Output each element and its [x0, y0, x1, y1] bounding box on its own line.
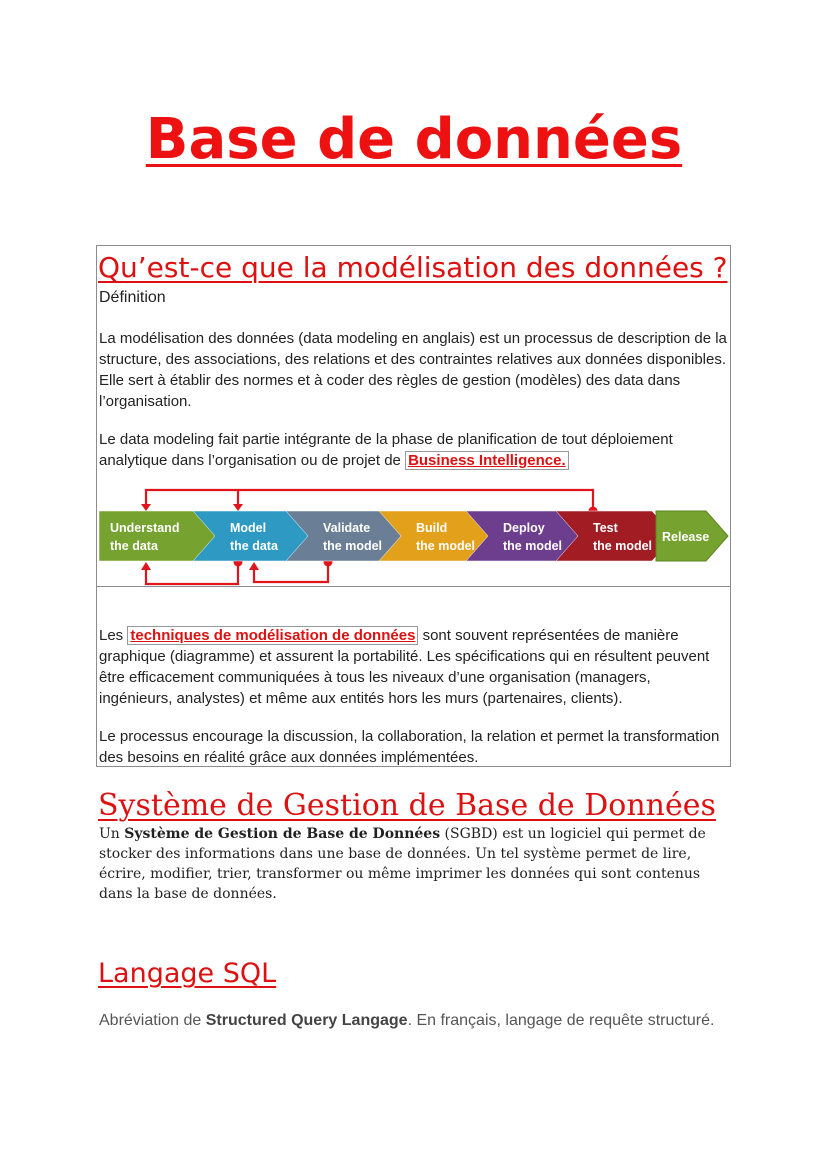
techniques-text-before: Les	[99, 627, 128, 644]
diagram-step-6-label-1: Test	[593, 521, 618, 535]
definition-subheading: Définition	[99, 289, 166, 306]
sgbd-term: Système de Gestion de Base de Données	[124, 826, 441, 842]
diagram-step-5-label-1: Deploy	[503, 521, 545, 535]
techniques-text-after: sont souvent représentées de manière graphique (diagramme) et assurent la portabilité. Les spécifications qui en résultent peuvent être efficacement communiquées à tous les niveaux d’une organisation (managers, ingénieurs, analystes) et même aux entités hors les murs (partenaires, clients).	[99, 627, 710, 707]
diagram-step-6-label-2: the model	[593, 539, 653, 553]
sgbd-intro: Un	[99, 826, 125, 842]
diagram-step-2-label-1: Model	[230, 521, 267, 535]
modeling-techniques-paragraph	[99, 625, 727, 709]
page-title: Base de données	[145, 107, 683, 172]
sgbd-heading: Système de Gestion de Base de Données	[98, 788, 716, 823]
diagram-step-1	[99, 511, 216, 561]
modeling-techniques-link[interactable]: techniques de modélisation de données	[127, 626, 418, 645]
data-modeling-process-diagram	[96, 478, 734, 590]
business-intelligence-link[interactable]: Business Intelligence.	[405, 451, 569, 470]
sql-intro: Abréviation de	[99, 1012, 206, 1029]
diagram-step-7-label: Release	[662, 530, 710, 544]
sql-rest: . En français, langage de requête structuré.	[407, 1012, 715, 1029]
diagram-step-1-label-2: the data	[110, 539, 158, 553]
sql-paragraph	[99, 1010, 731, 1032]
sgbd-paragraph	[99, 824, 731, 904]
diagram-step-2-label-2: the data	[230, 539, 278, 553]
feedback-arrow-validate-to-model	[254, 562, 328, 582]
arrowhead-model-bottom	[249, 562, 259, 570]
bi-paragraph-text: Le data modeling fait partie intégrante de la phase de planification de tout déploiement analytique dans l’organisation ou de projet de	[99, 431, 673, 469]
sgbd-rest: (SGBD) est un logiciel qui permet de stocker des informations dans une base de données. Un tel système permet de lire, écrire, modifier, trier, transformer ou même imprimer les données qui sont contenus dans la base de données.	[99, 826, 706, 902]
modeling-definition-paragraph: La modélisation des données (data modeling en anglais) est un processus de description de la structure, des associations, des relations et des contraintes relatives aux données disponibles. Elle sert à établir des normes et à coder des règles de gestion (modèles) des data dans l’organisation.	[99, 330, 727, 410]
sql-term: Structured Query Langage	[205, 1012, 408, 1029]
diagram-steps	[99, 511, 728, 561]
diagram-step-5-label-2: the model	[503, 539, 563, 553]
arrowhead-understand-top	[141, 504, 151, 511]
feedback-arrow-test-to-understand	[146, 490, 593, 511]
feedback-arrow-model-to-understand	[146, 562, 238, 584]
diagram-step-3-label-2: the model	[323, 539, 383, 553]
modeling-bi-paragraph	[99, 429, 727, 471]
diagram-divider	[97, 586, 730, 587]
diagram-step-4-label-1: Build	[416, 521, 448, 535]
arrowhead-understand-bottom	[141, 562, 151, 570]
modeling-process-paragraph: Le processus encourage la discussion, la collaboration, la relation et permet la transformation des besoins en réalité grâce aux données implémentées.	[99, 728, 720, 766]
sql-heading: Langage SQL	[98, 958, 277, 989]
arrowhead-model-top	[233, 504, 243, 511]
modeling-heading: Qu’est-ce que la modélisation des données ?	[98, 251, 728, 284]
diagram-step-3-label-1: Validate	[323, 521, 371, 535]
diagram-step-1-label-1: Understand	[110, 521, 180, 535]
diagram-step-4-label-2: the model	[416, 539, 476, 553]
